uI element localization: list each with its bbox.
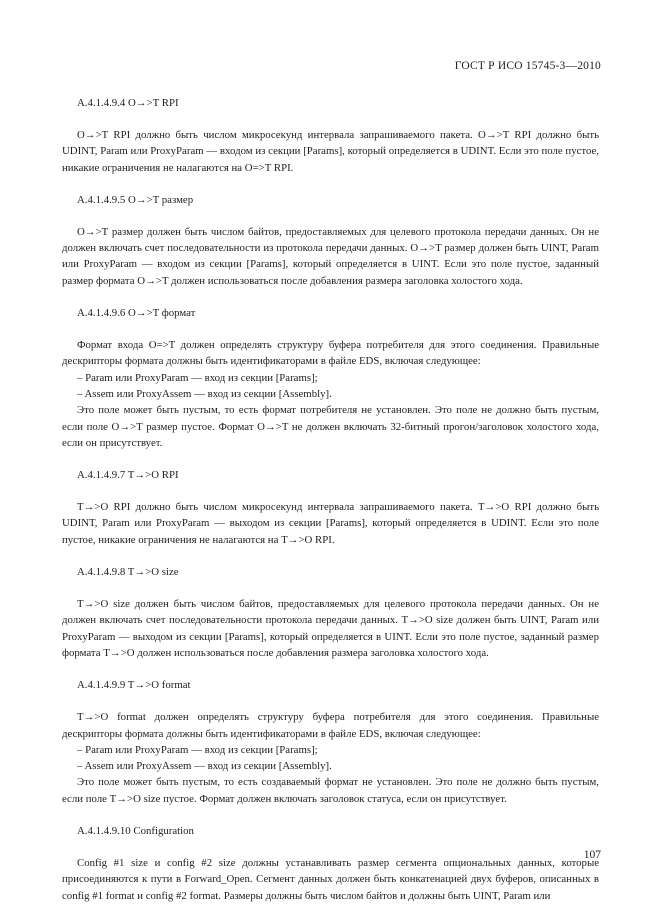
section-4-1-4-9-5	[62, 193, 599, 289]
section-intro: Формат входа O=>T должен определять структуру буфера потребителя для этого соединения. Правильные дескрипторы формата должны быть идентификаторами в файле EDS, включая следующее:	[62, 339, 599, 368]
section-paragraph: O→>T RPI должно быть числом микросекунд интервала запрашиваемого пакета. O→>T RPI должно быть UDINT, Param или ProxyParam — входом из секции [Params], который определяется в UDINT. Если это поле пустое, никакие ограничения не налагаются на O=>T RPI.	[62, 129, 599, 174]
page-header: ГОСТ Р ИСО 15745-3—2010	[454, 60, 601, 72]
section-heading: A.4.1.4.9.10 Configuration	[77, 825, 194, 838]
section-outro: Это поле может быть пустым, то есть создаваемый формат не установлен. Это поле не должно быть пустым, если поле T→>O size пустое. Формат должен включать заголовок статуса, если он присутствует.	[62, 776, 599, 805]
section-4-1-4-9-7	[62, 468, 599, 548]
section-paragraph: O→>T размер должен быть числом байтов, предоставляемых для целевого протокола передачи данных. Он не должен включать счет последовательности из протокола передачи данных. O→>T размер должен быть UINT, Param или ProxyParam — входом из секции [Params], который определяется в UINT. Если это поле пустое, заданный размер формата O→>T должен использоваться после добавления размера заголовка холостого хода.	[62, 225, 599, 287]
section-heading: A.4.1.4.9.4 O→>T RPI	[77, 97, 179, 109]
page-content	[62, 96, 599, 921]
section-paragraph: Config #1 size и config #2 size должны устанавливать размер сегмента опциональных данных, которые присоединяются к пути в Forward_Open. Сегмент данных должен быть конкатенацией двух буферов, описанных в config #1 format и config #2 format. Размеры должны быть числом байтов и должны быть UINT, Param или	[62, 857, 599, 902]
section-4-1-4-9-9	[62, 678, 599, 807]
section-paragraph: T→>O RPI должно быть числом микросекунд интервала запрашиваемого пакета. T→>O RPI должно быть UDINT, Param или ProxyParam — выходом из секции [Params], который определяется в UDINT. Если это поле пустое, никакие ограничения не налагаются на T→>O RPI.	[62, 501, 599, 546]
section-4-1-4-9-10	[62, 824, 599, 904]
section-4-1-4-9-6	[62, 306, 599, 451]
section-4-1-4-9-8	[62, 565, 599, 661]
section-heading: A.4.1.4.9.5 O→>T размер	[77, 193, 194, 206]
list-item: – Assem или ProxyAssem — вход из секции [Assembly].	[77, 387, 332, 400]
section-4-1-4-9-4	[62, 96, 599, 176]
section-intro: T→>O format должен определять структуру буфера потребителя для этого соединения. Правильные дескрипторы формата должны быть идентификаторами в файле EDS, включая следующее:	[62, 711, 599, 740]
section-heading: A.4.1.4.9.6 O→>T формат	[77, 307, 196, 320]
page-number: 107	[583, 849, 601, 861]
section-outro: Это поле может быть пустым, то есть формат потребителя не установлен. Это поле не должно быть пустым, если поле O→>T размер пустое. Формат O→>T не должен включать 32-битный прогон/заголовок холостого хода, если он присутствует.	[62, 404, 599, 449]
list-item: – Param или ProxyParam — вход из секции [Params];	[77, 743, 318, 756]
section-heading: A.4.1.4.9.7 T→>O RPI	[77, 469, 179, 482]
list-item: – Assem или ProxyAssem — вход из секции [Assembly].	[77, 760, 332, 773]
section-heading: A.4.1.4.9.9 T→>O format	[77, 679, 191, 692]
list-item: – Param или ProxyParam — вход из секции [Params];	[77, 371, 318, 384]
section-heading: A.4.1.4.9.8 T→>O size	[77, 566, 179, 579]
section-paragraph: T→>O size должен быть числом байтов, предоставляемых для целевого протокола передачи данных. Он не должен включать счет последовательности протокола передачи данных. T→>O size должен быть UINT, Param или ProxyParam — выходом из секции [Params], который определяется в UINT. Если это поле пустое, заданный размер формата T→>O должен использоваться после добавления размера заголовка холостого хода.	[62, 598, 599, 659]
